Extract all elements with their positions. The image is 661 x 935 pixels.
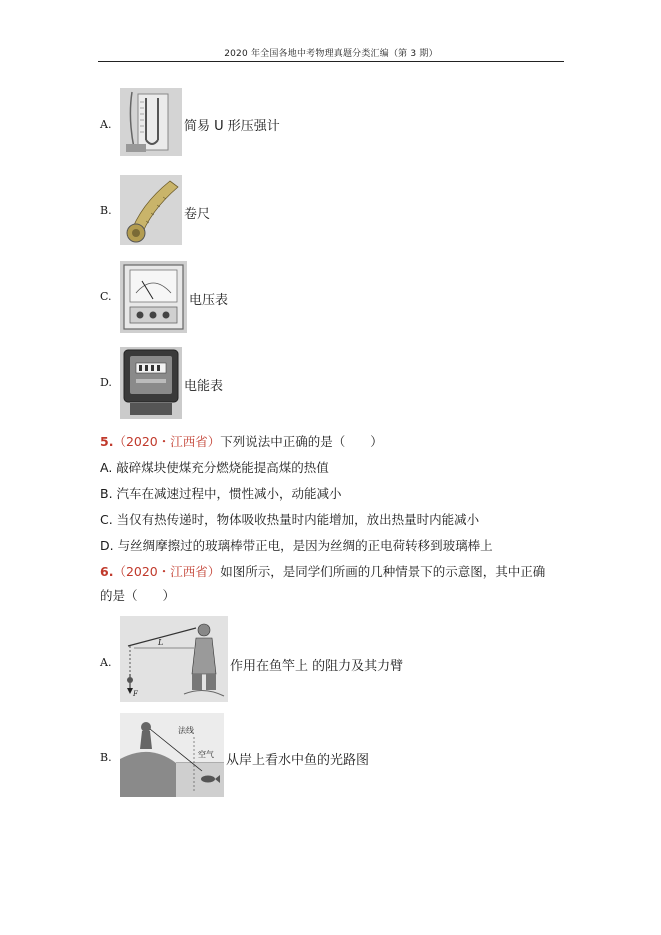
question-6-text-line1: 如图所示，是同学们所画的几种情景下的示意图，其中正确 bbox=[220, 564, 546, 579]
question-5-stem bbox=[100, 432, 383, 450]
electricity-meter-photo bbox=[120, 347, 182, 419]
question-6-text-line2: 的是（ ） bbox=[100, 588, 176, 603]
q6-option-letter-b: B. bbox=[100, 751, 112, 764]
option-caption-c: 电压表 bbox=[189, 293, 229, 308]
question-5-source: （2020・江西省） bbox=[113, 434, 221, 449]
header-rule bbox=[98, 61, 564, 62]
option-letter-a: A. bbox=[100, 118, 112, 131]
u-tube-manometer-photo bbox=[120, 88, 182, 156]
fishing-rod-diagram bbox=[120, 616, 228, 702]
question-5-option-d: D. 与丝绸摩擦过的玻璃棒带正电，是因为丝绸的正电荷转移到玻璃棒上 bbox=[100, 538, 493, 553]
option-caption-b: 卷尺 bbox=[184, 207, 211, 222]
option-caption-d: 电能表 bbox=[184, 379, 224, 394]
tape-measure-photo bbox=[120, 175, 182, 245]
fish-light-path-diagram bbox=[120, 713, 224, 797]
resistance-force-label: F bbox=[133, 690, 138, 698]
option-caption-a: 简易 U 形压强计 bbox=[184, 119, 280, 134]
question-6-number: 6. bbox=[100, 564, 114, 579]
option-letter-c: C. bbox=[100, 290, 112, 303]
question-5-number: 5. bbox=[100, 434, 114, 449]
question-5-option-b: B. 汽车在减速过程中，惯性减小，动能减小 bbox=[100, 486, 342, 501]
question-6-source: （2020・江西省） bbox=[113, 564, 221, 579]
question-5-option-c: C. 当仅有热传递时，物体吸收热量时内能增加，放出热量时内能减小 bbox=[100, 512, 480, 527]
q6-option-letter-a: A. bbox=[100, 656, 112, 669]
normal-line-label: 法线 bbox=[178, 726, 194, 735]
lever-arm-label: L bbox=[158, 638, 164, 647]
option-letter-d: D. bbox=[100, 376, 112, 389]
q6-option-caption-b: 从岸上看水中鱼的光路图 bbox=[226, 753, 370, 768]
option-letter-b: B. bbox=[100, 204, 112, 217]
voltmeter-photo bbox=[120, 261, 187, 333]
question-6-stem bbox=[100, 562, 545, 580]
air-label: 空气 bbox=[198, 750, 214, 759]
question-5-option-a: A. 敲碎煤块使煤充分燃烧能提高煤的热值 bbox=[100, 460, 329, 475]
q6-option-caption-a: 作用在鱼竿上 的阻力及其力臂 bbox=[230, 659, 404, 674]
page-header: 2020 年全国各地中考物理真题分类汇编（第 3 期） bbox=[224, 49, 438, 59]
question-5-text: 下列说法中正确的是（ ） bbox=[220, 434, 383, 449]
